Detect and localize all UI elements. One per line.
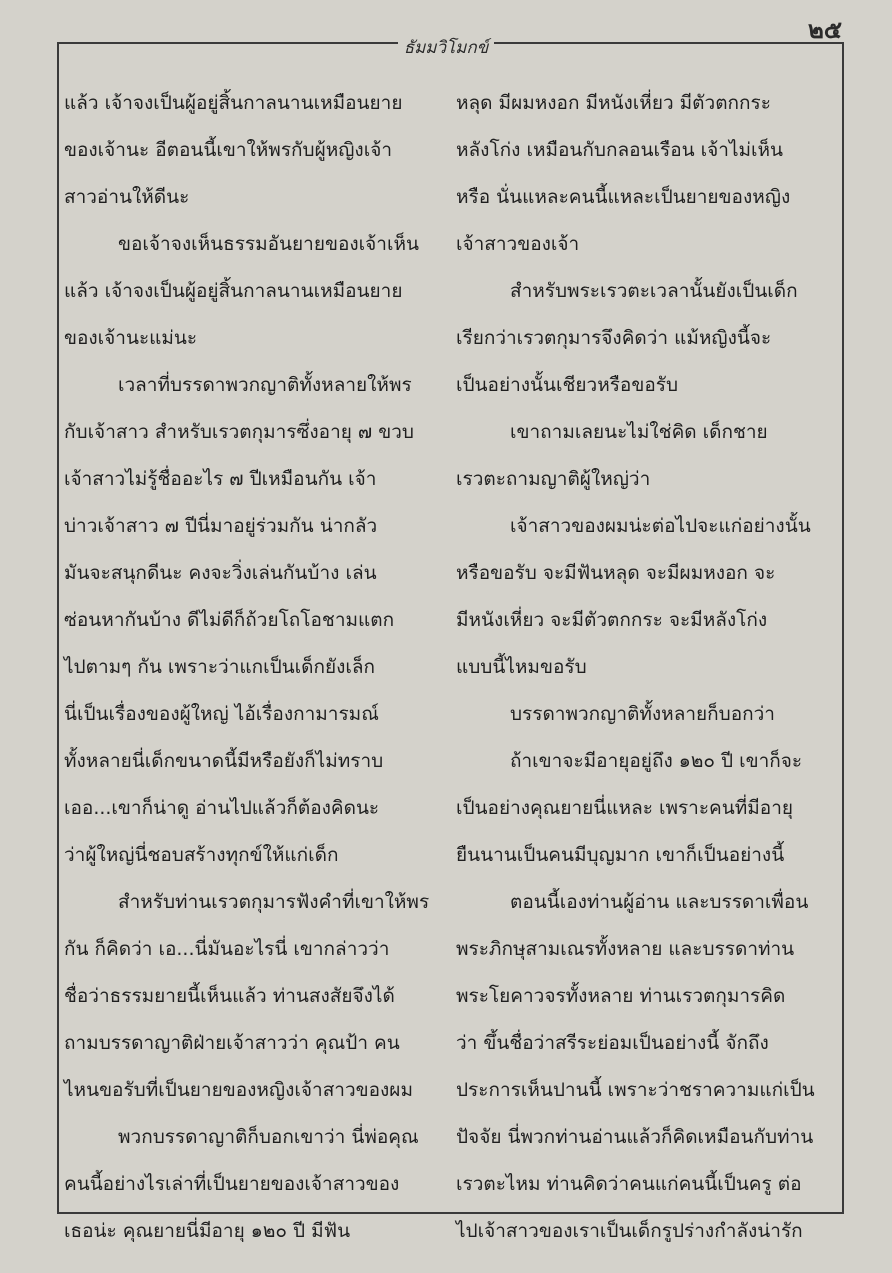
text-line: มีหนังเหี่ยว จะมีตัวตกกระ จะมีหลังโก่ง <box>456 609 768 631</box>
text-line: กับเจ้าสาว สำหรับเรวตกุมารซึ่งอายุ ๗ ขวบ <box>64 421 414 443</box>
text-line: สำหรับพระเรวตะเวลานั้นยังเป็นเด็ก <box>510 280 798 302</box>
text-line: สำหรับท่านเรวตกุมารฟังคำที่เขาให้พร <box>118 891 430 913</box>
text-line: เป็นอย่างนั้นเชียวหรือขอรับ <box>456 374 679 396</box>
text-line: เธอน่ะ คุณยายนี่มีอายุ ๑๒๐ ปี มีฟัน <box>64 1220 351 1242</box>
text-line: เออ...เขาก็น่าดู อ่านไปแล้วก็ต้องคิดนะ <box>64 797 380 819</box>
text-line: เจ้าสาวของเจ้า <box>456 233 580 255</box>
text-line: ถ้าเขาจะมีอายุอยู่ถึง ๑๒๐ ปี เขาก็จะ <box>510 750 803 772</box>
text-line: ของเจ้านะแม่นะ <box>64 327 198 349</box>
text-line: ซ่อนหากันบ้าง ดีไม่ดีก็ถ้วยโถโอชามแตก <box>64 609 395 631</box>
running-header <box>0 38 892 57</box>
text-line: คนนี้อย่างไรเล่าที่เป็นยายของเจ้าสาวของ <box>64 1173 400 1195</box>
text-line: ไปเจ้าสาวของเราเป็นเด็กรูปร่างกำลังน่ารัก <box>456 1220 803 1242</box>
left-column <box>64 80 442 1255</box>
text-line: แล้ว เจ้าจงเป็นผู้อยู่สิ้นกาลนานเหมือนยาย <box>64 280 403 302</box>
page-number: ๒๕ <box>808 16 842 44</box>
text-line: บ่าวเจ้าสาว ๗ ปีนี่มาอยู่ร่วมกัน น่ากลัว <box>64 515 378 537</box>
text-line: ว่า ขึ้นชื่อว่าสรีระย่อมเป็นอย่างนี้ จักถึง <box>456 1032 769 1054</box>
text-line: ไหนขอรับที่เป็นยายของหญิงเจ้าสาวของผม <box>64 1079 413 1101</box>
text-line: ว่าผู้ใหญ่นี่ชอบสร้างทุกข์ให้แก่เด็ก <box>64 844 339 866</box>
text-line: หลังโก่ง เหมือนกับกลอนเรือน เจ้าไม่เห็น <box>456 139 784 161</box>
text-line: เรวตะถามญาติผู้ใหญ่ว่า <box>456 468 651 490</box>
text-line: เป็นอย่างคุณยายนี่แหละ เพราะคนที่มีอายุ <box>456 797 794 819</box>
text-line: พระภิกษุสามเณรทั้งหลาย และบรรดาท่าน <box>456 938 795 960</box>
right-column <box>456 80 824 1255</box>
text-line: ไปตามๆ กัน เพราะว่าแกเป็นเด็กยังเล็ก <box>64 656 376 678</box>
text-line: ทั้งหลายนี่เด็กขนาดนี้มีหรือยังก็ไม่ทราบ <box>64 750 384 772</box>
text-line: ชื่อว่าธรรมยายนี้เห็นแล้ว ท่านสงสัยจึงได้ <box>64 985 395 1007</box>
text-line: ยืนนานเป็นคนมีบุญมาก เขาก็เป็นอย่างนี้ <box>456 844 785 866</box>
text-line: หลุด มีผมหงอก มีหนังเหี่ยว มีตัวตกกระ <box>456 92 771 114</box>
text-line: ขอเจ้าจงเห็นธรรมอันยายของเจ้าเห็น <box>118 233 419 255</box>
text-line: แล้ว เจ้าจงเป็นผู้อยู่สิ้นกาลนานเหมือนยาย <box>64 92 403 114</box>
text-line: หรือ นั่นแหละคนนี้แหละเป็นยายของหญิง <box>456 186 791 208</box>
text-line: ประการเห็นปานนี้ เพราะว่าชราความแก่เป็น <box>456 1079 815 1101</box>
text-line: พระโยคาวจรทั้งหลาย ท่านเรวตกุมารคิด <box>456 985 786 1007</box>
text-line: มันจะสนุกดีนะ คงจะวิ่งเล่นกันบ้าง เล่น <box>64 562 377 584</box>
text-line: แบบนี้ไหมขอรับ <box>456 656 587 678</box>
running-header-title: ธัมมวิโมกข์ <box>398 39 495 57</box>
text-line: เจ้าสาวของผมน่ะต่อไปจะแก่อย่างนั้น <box>510 515 811 537</box>
text-line: ปัจจัย นี่พวกท่านอ่านแล้วก็คิดเหมือนกับท่าน <box>456 1126 814 1148</box>
text-line: นี่เป็นเรื่องของผู้ใหญ่ ไอ้เรื่องกามารมณ์ <box>64 703 379 725</box>
text-line: ถามบรรดาญาติฝ่ายเจ้าสาวว่า คุณป้า คน <box>64 1032 400 1054</box>
text-line: เขาถามเลยนะไม่ใช่คิด เด็กชาย <box>510 421 768 443</box>
text-line: บรรดาพวกญาติทั้งหลายก็บอกว่า <box>510 703 775 725</box>
text-line: เวลาที่บรรดาพวกญาติทั้งหลายให้พร <box>118 374 412 396</box>
text-line: หรือขอรับ จะมีฟันหลุด จะมีผมหงอก จะ <box>456 562 776 584</box>
text-line: สาวอ่านให้ดีนะ <box>64 186 190 208</box>
text-line: พวกบรรดาญาติก็บอกเขาว่า นี่พ่อคุณ <box>118 1126 419 1148</box>
text-line: ของเจ้านะ อีตอนนี้เขาให้พรกับผู้หญิงเจ้า <box>64 139 393 161</box>
text-line: เรวตะไหม ท่านคิดว่าคนแก่คนนี้เป็นครู ต่อ <box>456 1173 802 1195</box>
text-line: เรียกว่าเรวตกุมารจึงคิดว่า แม้หญิงนี้จะ <box>456 327 772 349</box>
text-line: ตอนนี้เองท่านผู้อ่าน และบรรดาเพื่อน <box>510 891 809 913</box>
text-line: เจ้าสาวไม่รู้ชื่ออะไร ๗ ปีเหมือนกัน เจ้า <box>64 468 377 490</box>
text-line: กัน ก็คิดว่า เอ...นี่มันอะไรนี่ เขากล่าวว่า <box>64 938 390 960</box>
